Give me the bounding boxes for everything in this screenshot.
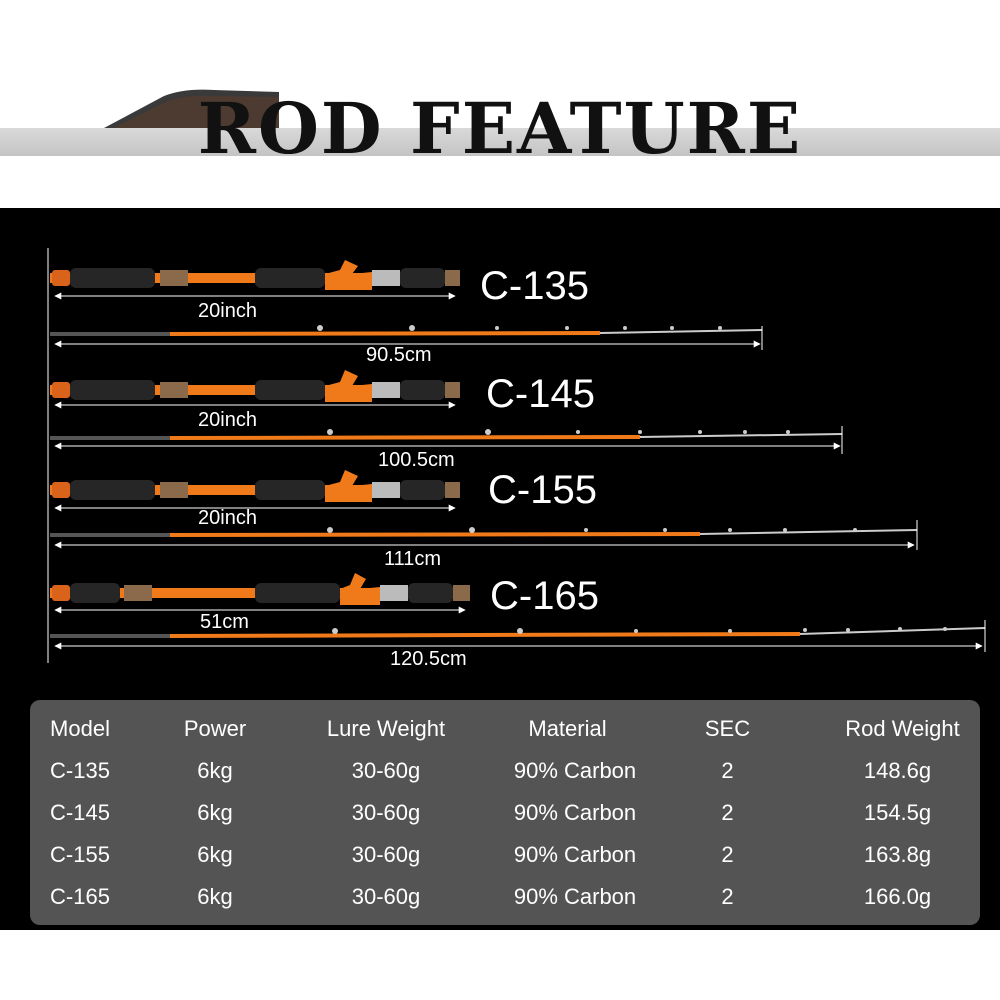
table-cell: C-145 — [50, 800, 110, 825]
table-cell: 30-60g — [351, 842, 421, 867]
rod-length-label: 90.5cm — [366, 344, 432, 366]
table-cell: 2 — [721, 800, 734, 825]
handle-length-label: 20inch — [198, 507, 257, 529]
table-cell: 166.0g — [863, 884, 932, 909]
rod-c135-handle — [50, 260, 460, 290]
handle-length-label: 20inch — [198, 409, 257, 431]
column-header: Lure Weight — [326, 716, 446, 741]
table-cell: 30-60g — [351, 800, 421, 825]
table-cell: 6kg — [197, 842, 233, 867]
rod-length-label: 111cm — [384, 548, 442, 570]
rod-c165-blank — [50, 627, 985, 636]
rod-length-label: 120.5cm — [390, 648, 467, 670]
table-cell: C-165 — [50, 884, 110, 909]
column-header: SEC — [704, 716, 751, 741]
table-cell: 30-60g — [351, 758, 421, 783]
table-cell: 90% Carbon — [513, 800, 637, 825]
table-cell: 6kg — [197, 884, 233, 909]
table-cell: 148.6g — [863, 758, 932, 783]
column-header: Model — [50, 716, 110, 741]
table-cell: C-135 — [50, 758, 110, 783]
rod-length-label: 100.5cm — [378, 449, 455, 471]
page-title: ROD FEATURE — [197, 87, 803, 170]
table-cell: 90% Carbon — [513, 758, 637, 783]
column-header: Material — [528, 716, 607, 741]
column-header: Rod Weight — [845, 716, 960, 741]
rod-c145-handle — [50, 370, 460, 402]
header — [0, 0, 1000, 208]
rod-c155-blank — [50, 527, 917, 535]
table-cell: 6kg — [197, 800, 233, 825]
column-header: Power — [183, 716, 247, 741]
table-cell: 30-60g — [351, 884, 421, 909]
table-cell: 90% Carbon — [513, 842, 637, 867]
rod-model-label: C-165 — [490, 574, 599, 618]
table-cell: 163.8g — [863, 842, 932, 867]
table-cell: 2 — [721, 884, 734, 909]
rod-c145-blank — [50, 429, 842, 438]
rod-model-label: C-135 — [480, 264, 589, 308]
rod-c155-handle — [50, 470, 460, 502]
table-cell: 2 — [721, 842, 734, 867]
table-cell: 154.5g — [863, 800, 932, 825]
rod-model-label: C-145 — [486, 372, 595, 416]
bottom-margin — [0, 930, 1000, 1000]
table-cell: 6kg — [197, 758, 233, 783]
table-cell: 2 — [721, 758, 734, 783]
rod-c165-handle — [50, 573, 470, 605]
handle-length-label: 51cm — [200, 611, 249, 633]
rod-model-label: C-155 — [488, 468, 597, 512]
rod-c135-blank — [50, 325, 762, 334]
table-cell: C-155 — [50, 842, 110, 867]
table-cell: 90% Carbon — [513, 884, 637, 909]
handle-length-label: 20inch — [198, 300, 257, 322]
